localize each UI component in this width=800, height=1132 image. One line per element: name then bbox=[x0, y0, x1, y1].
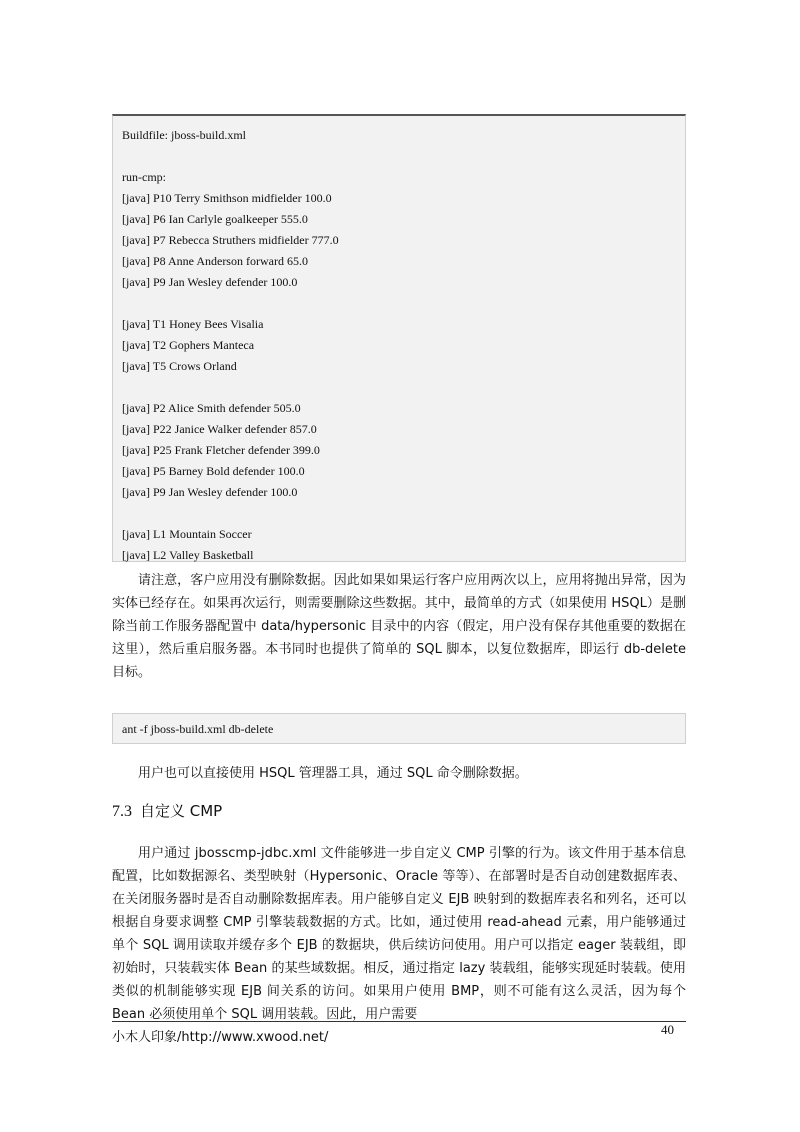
code-line: [java] T1 Honey Bees Visalia bbox=[122, 317, 264, 331]
section-number: 7.3 bbox=[112, 803, 132, 820]
footer-site: 小木人印象/http://www.xwood.net/ bbox=[112, 1030, 329, 1045]
code-line-blank bbox=[122, 503, 685, 524]
code-line: [java] P6 Ian Carlyle goalkeeper 555.0 bbox=[122, 212, 308, 226]
code-block-command: ant -f jboss-build.xml db-delete bbox=[112, 713, 686, 744]
code-line: [java] P10 Terry Smithson midfielder 100.0 bbox=[122, 191, 332, 205]
code-line-blank bbox=[122, 293, 685, 314]
body-paragraph-hsql-tool: 用户也可以直接使用 HSQL 管理器工具，通过 SQL 命令删除数据。 bbox=[138, 766, 528, 781]
section-heading bbox=[112, 800, 222, 821]
code-line-blank bbox=[122, 146, 685, 167]
code-line: [java] P25 Frank Fletcher defender 399.0 bbox=[122, 443, 320, 457]
code-line: [java] P22 Janice Walker defender 857.0 bbox=[122, 422, 317, 436]
code-line: [java] P8 Anne Anderson forward 65.0 bbox=[122, 254, 308, 268]
code-line: [java] P9 Jan Wesley defender 100.0 bbox=[122, 485, 298, 499]
page-number: 40 bbox=[661, 1022, 674, 1037]
footer-divider bbox=[112, 1021, 686, 1022]
body-paragraph-custom-cmp: 用户通过 jbosscmp-jdbc.xml 文件能够进一步自定义 CMP 引擎的行为。该文件用于基本信息配置，比如数据源名、类型映射（Hypersonic、Oracle 等等）、在部署时是否自动创建数据库表、在关闭服务器时是否自动删除数据库表。用户能够自定义 EJB 映射到的数据库表名和列名，还可以根据自身要求调整 CMP 引擎装载数据的方式。比如，通过使用 read-ahead 元素，用户能够通过单个 SQL 调用读取并缓存多个 EJB 的数据块，供后续访问使用。用户可以指定 eager 装载组，即初始时，只装载实体 Bean 的某些域数据。相反，通过指定 lazy 装载组，能够实现延时装载。使用类似的机制能够实现 EJB 间关系的访问。如果用户使用 BMP，则不可能有这么灵活，因为每个 Bean 必须使用单个 SQL 调用装载。因此，用户需要 bbox=[112, 846, 686, 1022]
code-line: [java] P5 Barney Bold defender 100.0 bbox=[122, 464, 305, 478]
code-line: [java] L1 Mountain Soccer bbox=[122, 527, 252, 541]
code-line: [java] L2 Valley Basketball bbox=[122, 548, 254, 562]
code-line: [java] P9 Jan Wesley defender 100.0 bbox=[122, 275, 298, 289]
body-paragraph-delete-note: 请注意，客户应用没有删除数据。因此如果如果运行客户应用两次以上，应用将抛出异常，因为实体已经存在。如果再次运行，则需要删除这些数据。其中，最简单的方式（如果使用 HSQL）是删除当前工作服务器配置中 data/hypersonic 目录中的内容（假定，用户没有保存其他重要的数据在这里），然后重启服务器。本书同时也提供了简单的 SQL 脚本，以复位数据库，即运行 db-delete 目标。 bbox=[112, 573, 686, 680]
code-line-blank bbox=[122, 377, 685, 398]
code-line: Buildfile: jboss-build.xml bbox=[122, 128, 247, 142]
code-block-output bbox=[112, 114, 686, 562]
code-line: [java] P2 Alice Smith defender 505.0 bbox=[122, 401, 301, 415]
code-line: [java] T2 Gophers Manteca bbox=[122, 338, 255, 352]
code-line: [java] P7 Rebecca Struthers midfielder 777.0 bbox=[122, 233, 339, 247]
section-title: 自定义 CMP bbox=[140, 802, 223, 820]
code-line: run-cmp: bbox=[122, 170, 166, 184]
code-line: [java] T5 Crows Orland bbox=[122, 359, 237, 373]
